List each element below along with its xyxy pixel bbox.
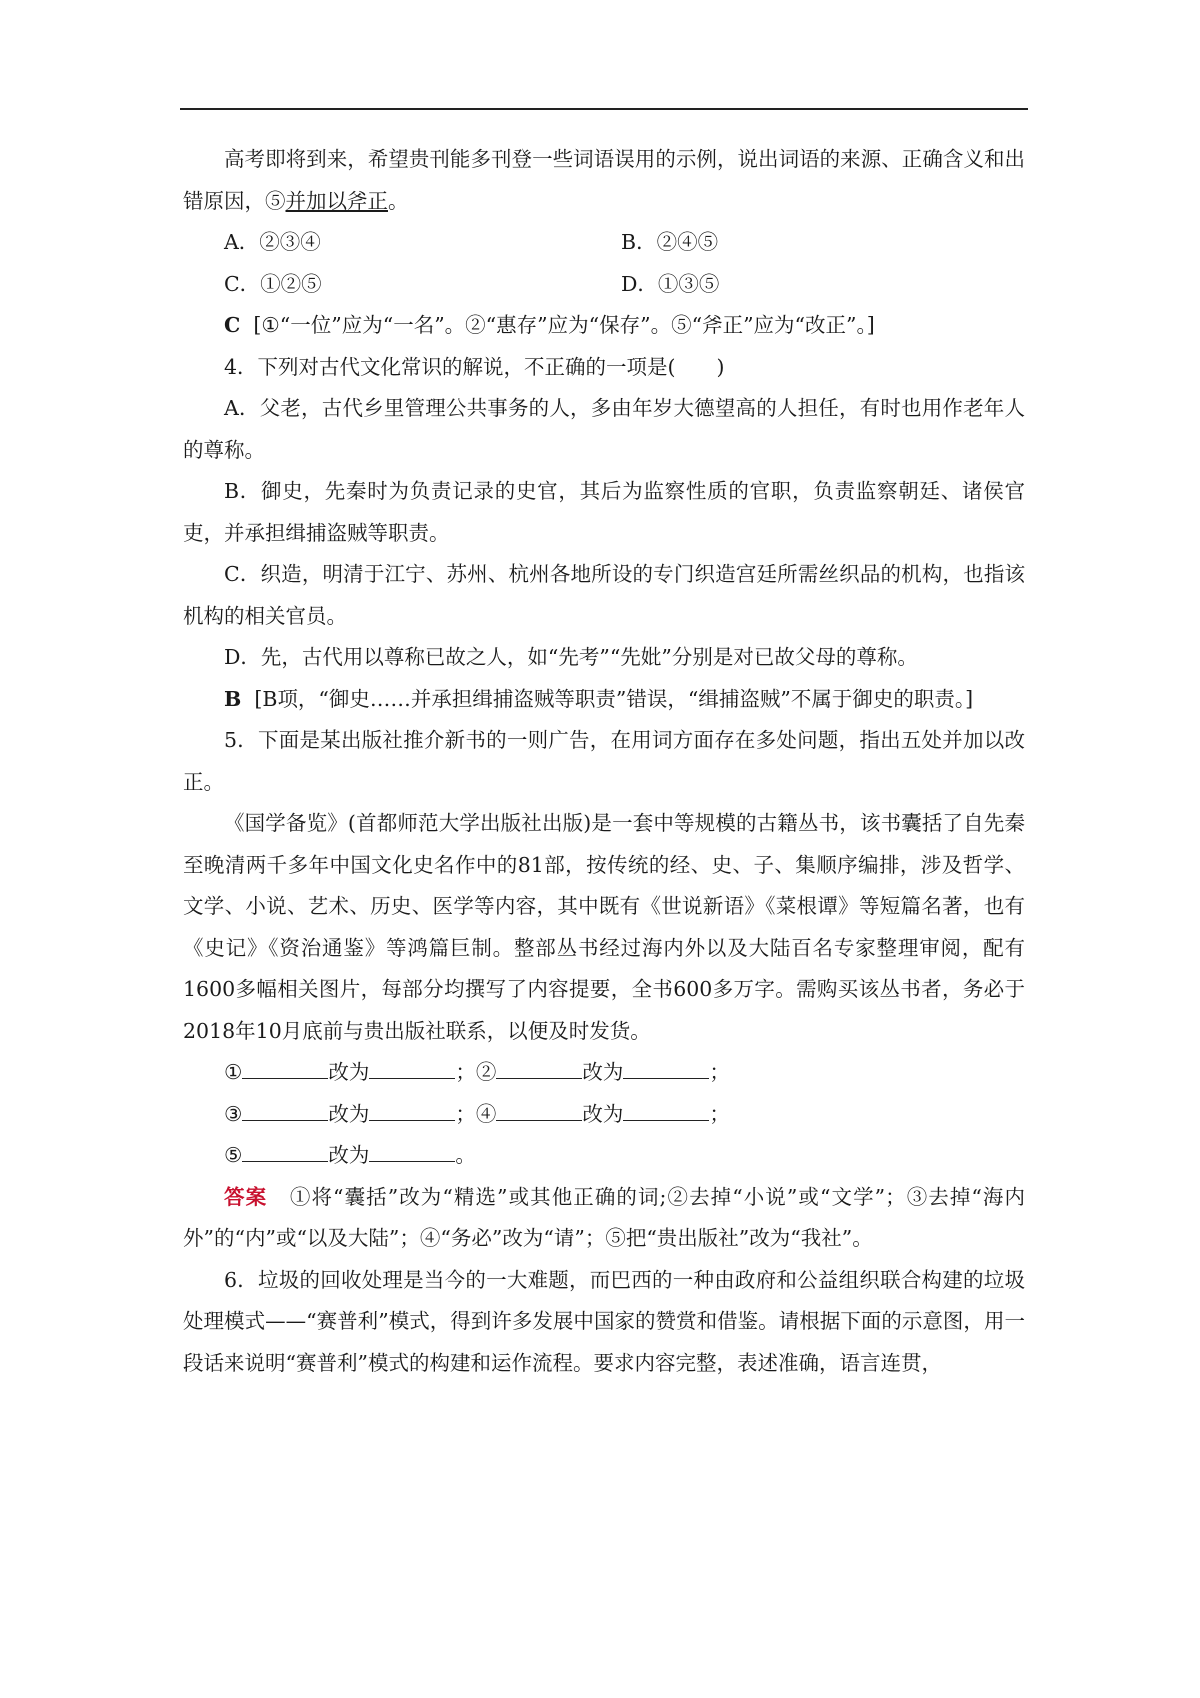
q5-sep: ； [709,1060,730,1084]
q5-change-word: 改为 [582,1060,624,1084]
q4-stem: 4．下列对古代文化常识的解说，不正确的一项是( ) [224,354,725,379]
q5-answer-label: 答案 [224,1184,268,1209]
q3-options-row2 [183,264,1025,306]
q5-sep: ； [455,1101,476,1126]
q5-blank [623,1058,709,1079]
q5-sep: ； [455,1060,476,1084]
q5-blank [496,1100,582,1121]
q3-answer-text: [①“一位”应为“一名”。②“惠存”应为“保存”。⑤“斧正”应为“改正”。] [253,313,875,337]
q3-underlined-phrase: 并加以斧正 [285,188,388,213]
q5-blank [369,1100,455,1121]
q4-answer-text: [B项，“御史……并承担缉捕盗贼等职责”错误，“缉捕盗贼”不属于御史的职责。] [254,686,974,711]
q5-blank-line-1 [183,1052,1025,1094]
q5-blank-num: ② [475,1060,497,1084]
q5-sep: ； [709,1101,730,1126]
q3-option-b: B．②④⑤ [621,230,719,254]
q3-line1: 高考即将到来，希望贵刊能多刊登一些词语误用的示例，说出词语的来源、正确含义和 [224,147,1005,171]
q5-blank-line-3 [183,1135,1025,1177]
q5-passage: 《国学备览》(首都师范大学出版社出版)是一套中等规模的古籍丛书，该书囊括了自先秦至晚清两千多年中国文化史名作中的81部，按传统的经、史、子、集顺序编排，涉及哲学、文学、小说、艺术、历史、医学等内容，其中既有《世说新语》《菜根谭》等短篇名著，也有《史记》《资治通鉴》等鸿篇巨制。整部丛书经过海内外以及大陆百名专家整理审阅，配有1600多幅相关图片，每部分均撰写了内容提要，全书600多万字。需购买该丛书者，务必于2018年10月底前与贵出版社联系，以便及时发货。 [183,811,1025,1043]
q5-blank [242,1141,328,1162]
q3-line2-end: 。 [388,188,409,213]
q4-option-a: A．父老，古代乡里管理公共事务的人，多由年岁大德望高的人担任，有时也用作老年人的尊称。 [183,396,1025,462]
q5-change-word: 改为 [328,1060,370,1084]
page-content [183,139,1025,1384]
q5-change-word: 改为 [328,1143,370,1167]
q3-answer [183,305,1025,347]
q5-blank-num: ③ [224,1101,243,1126]
q5-blank [623,1100,709,1121]
q5-blank [496,1058,582,1079]
q5-change-word: 改为 [582,1101,624,1126]
q5-blank-num: ① [224,1060,243,1084]
q5-change-word: 改为 [328,1101,370,1126]
q3-passage-tail [183,139,1025,222]
q5-stem: 5．下面是某出版社推介新书的一则广告，在用词方面存在多处问题，指出五处并加以改正。 [183,728,1025,794]
q4-option-d: D．先，古代用以尊称已故之人，如“先考”“先妣”分别是对已故父母的尊称。 [224,645,918,669]
q4-answer [183,679,1025,721]
q5-answer-text: ①将“囊括”改为“精选”或其他正确的词;②去掉“小说”或“文学”；③去掉“海内外”的“内”或“以及大陆”；④“务必”改为“请”；⑤把“贵出版社”改为“我社”。 [183,1184,1025,1250]
q5-blank [369,1141,455,1162]
q4-option-b: B．御史，先秦时为负责记录的史官，其后为监察性质的官职，负责监察朝廷、诸侯官吏，并承担缉捕盗贼等职责。 [183,479,1025,545]
header-rule [180,108,1028,110]
q5-answer [183,1177,1025,1260]
q5-blank-num: ⑤ [224,1143,243,1167]
q3-options-row1 [183,222,1025,264]
q5-blank [242,1100,328,1121]
q3-option-a: A．②③④ [224,230,321,254]
q3-option-c: C．①②⑤ [224,271,322,296]
q4-option-c: C．织造，明清于江宁、苏州、杭州各地所设的专门织造宫廷所需丝织品的机构，也指该机构的相关官员。 [183,562,1025,628]
q3-answer-letter: C [224,313,241,337]
q5-blank-line-2 [183,1094,1025,1136]
q3-option-d: D．①③⑤ [621,271,720,296]
q5-end: 。 [455,1143,476,1167]
q5-blank [369,1058,455,1079]
q5-blank [242,1058,328,1079]
q6-stem: 6．垃圾的回收处理是当今的一大难题，而巴西的一种由政府和公益组织联合构建的垃圾处理模式——“赛普利”模式，得到许多发展中国家的赞赏和借鉴。请根据下面的示意图，用一段话来说明“赛普利”模式的构建和运作流程。要求内容完整，表述准确，语言连贯， [183,1267,1025,1375]
q4-answer-letter: B [224,686,242,711]
q5-blank-num: ④ [475,1101,497,1126]
q3-line2: 出错原因，⑤ [183,147,1025,213]
